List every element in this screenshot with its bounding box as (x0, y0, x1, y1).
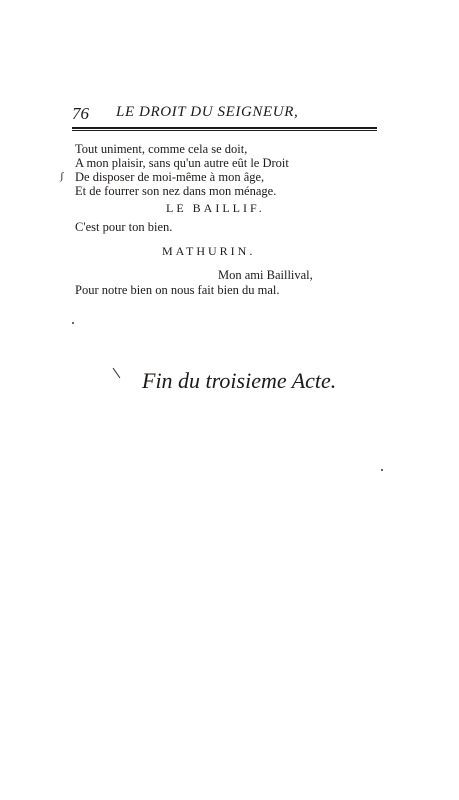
ink-stroke (113, 368, 121, 378)
verse-line-5: C'est pour ton bien. (75, 220, 173, 234)
page-number: 76 (72, 104, 89, 123)
page-header (72, 104, 376, 124)
header-rule (72, 127, 377, 131)
margin-mark: ʃ (60, 170, 64, 182)
ink-speck (72, 322, 74, 324)
verse-line-6: Mon ami Baillival, (218, 268, 313, 282)
verse-line-7: Pour notre bien on nous fait bien du mal. (75, 283, 280, 297)
verse-line-4: Et de fourrer son nez dans mon ménage. (75, 184, 277, 198)
verse-line-3: De disposer de moi-même à mon âge, (75, 170, 265, 184)
verse-line-1: Tout uniment, comme cela se doit, (75, 142, 248, 156)
end-of-act-title: Fin du troisieme Acte. (142, 368, 337, 393)
speaker-baillif: LE BAILLIF. (166, 201, 265, 215)
running-head: LE DROIT DU SEIGNEUR, (116, 104, 299, 120)
ink-speck (381, 469, 383, 471)
speaker-mathurin: MATHURIN. (162, 244, 256, 258)
verse-line-2: A mon plaisir, sans qu'un autre eût le Droit (75, 156, 289, 170)
